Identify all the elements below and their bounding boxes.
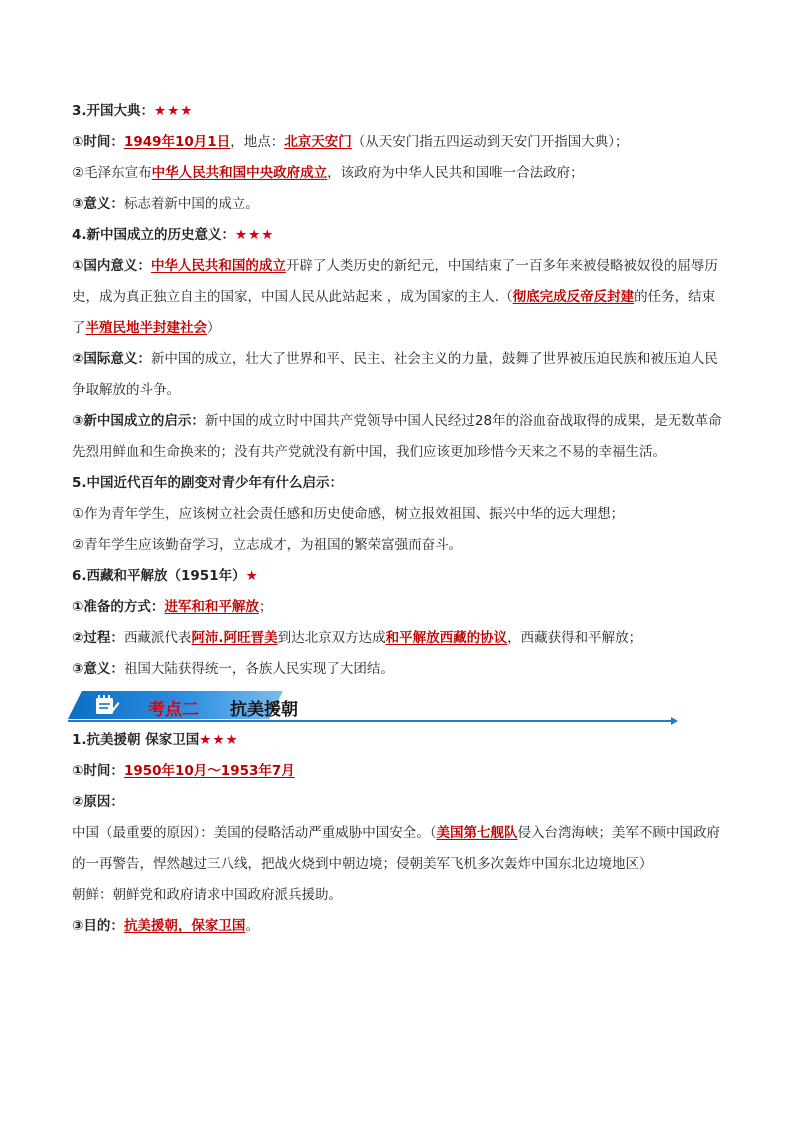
text: 新中国的成立，壮大了世界和平、民主、社会主义的力量，鼓舞了世界被压迫民族和被压迫人民争取解放的斗争。: [72, 351, 718, 398]
key-term: 中华人民共和国的成立: [150, 258, 286, 274]
heading-text: 6.西藏和平解放（1951年）: [72, 568, 246, 584]
founding-lesson-paragraph: [72, 406, 722, 468]
heading-text: 4.新中国成立的历史意义：: [72, 227, 236, 243]
section-label: 考点二: [148, 700, 199, 720]
text: 开辟了人类历史的新纪元，中国结束了一百多年来被侵略被奴役的屈辱历史，成为真正独立自主的国家，中国人民从此站起来 ，成为国家的主人.（: [72, 258, 718, 305]
korea-cause-china-paragraph: [72, 818, 722, 880]
text: （从天安门指五四运动到天安门开指国大典）；: [351, 134, 629, 150]
heading-youth-lesson: 5.中国近代百年的剧变对青少年有什么启示：: [72, 475, 344, 491]
heading-tibet-liberation: [72, 561, 732, 592]
importance-stars: ★: [245, 568, 259, 584]
ceremony-time-line: [72, 127, 732, 158]
importance-stars: ★★★: [199, 732, 239, 748]
text: 祖国大陆获得统一，各族人民实现了大团结。: [123, 661, 394, 677]
key-term: 和平解放西藏的协议: [385, 630, 508, 646]
heading-resist-us-aid-korea: [72, 725, 732, 756]
notebook-icon: [94, 694, 120, 716]
label: ①国内意义：: [72, 258, 151, 274]
domestic-significance-paragraph: [72, 251, 722, 344]
key-term: 1949年10月1日: [123, 134, 231, 150]
label: ①时间：: [72, 134, 124, 150]
key-term: 彻底完成反帝反封建: [512, 289, 635, 305]
heading-text: 1.抗美援朝 保家卫国: [72, 732, 200, 748]
text: ，地点：: [230, 134, 285, 150]
youth-lesson-line-2: ②青年学生应该勤奋学习，立志成才，为祖国的繁荣富强而奋斗。: [72, 537, 463, 553]
text: 的任务，结束了: [72, 289, 716, 336]
text: 西藏派代表: [123, 630, 192, 646]
korea-cause-korea-line: 朝鲜：朝鲜党和政府请求中国政府派兵援助。: [72, 887, 342, 903]
text: 侵入台湾海峡；美军不顾中国政府的一再警告，悍然越过三八线，把战火烧到中朝边境；侵朝美军飞机多次轰炸中国东北边境地区）: [72, 825, 720, 872]
text: 到达北京双方达成: [277, 630, 386, 646]
label: ①准备的方式：: [72, 599, 165, 615]
key-term: 北京天安门: [284, 134, 352, 150]
ceremony-meaning-line: [72, 189, 732, 220]
text: ，西藏获得和平解放；: [507, 630, 643, 646]
section-title: 抗美援朝: [230, 700, 298, 720]
section-underline: [68, 720, 673, 722]
text: ）: [207, 320, 221, 336]
label: ③意义：: [72, 661, 124, 677]
text: ；: [258, 599, 273, 615]
text: ②毛泽东宣布: [72, 165, 152, 181]
section-underline-arrow: [671, 717, 678, 725]
label: ③新中国成立的启示：: [72, 413, 205, 429]
text: ，该政府为中华人民共和国唯一合法政府；: [327, 165, 584, 181]
heading-historic-significance: [72, 220, 732, 251]
ceremony-announce-line: [72, 158, 732, 189]
heading-founding-ceremony: [72, 96, 732, 127]
key-term: 1950年10月～1953年7月: [123, 763, 295, 779]
tibet-meaning-line: [72, 654, 732, 685]
heading-text: 3.开国大典：: [72, 103, 155, 119]
key-term: 抗美援朝，保家卫国: [123, 918, 246, 934]
key-term: 阿沛.阿旺晋美: [191, 630, 278, 646]
text: 标志着新中国的成立。: [123, 196, 259, 212]
section-header-exam-point-2: [68, 687, 732, 723]
korea-time-line: [72, 756, 732, 787]
tibet-method-line: [72, 592, 732, 623]
label: ①时间：: [72, 763, 124, 779]
importance-stars: ★★★: [154, 103, 194, 119]
label: ②过程：: [72, 630, 124, 646]
korea-cause-label: ②原因：: [72, 794, 124, 810]
label: ③目的：: [72, 918, 124, 934]
text: 新中国的成立时中国共产党领导中国人民经过28年的浴血奋战取得的成果，是无数革命先烈用鲜血和生命换来的；没有共产党就没有新中国，我们应该更加珍惜今天来之不易的幸福生活。: [72, 413, 722, 460]
key-term: 美国第七舰队: [436, 825, 518, 841]
international-significance-paragraph: [72, 344, 722, 406]
youth-lesson-line-1: ①作为青年学生，应该树立社会责任感和历史使命感，树立报效祖国、振兴中华的远大理想；: [72, 506, 625, 522]
label: ②国际意义：: [72, 351, 151, 367]
key-term: 中华人民共和国中央政府成立: [151, 165, 328, 181]
tibet-process-line: [72, 623, 732, 654]
label: ③意义：: [72, 196, 124, 212]
korea-purpose-line: [72, 911, 732, 942]
document-page: [72, 96, 732, 942]
key-term: 进军和和平解放: [164, 599, 259, 615]
text: 中国（最重要的原因）：美国的侵略活动严重威胁中国安全。（: [72, 825, 437, 841]
importance-stars: ★★★: [235, 227, 275, 243]
key-term: 半殖民地半封建社会: [85, 320, 207, 336]
text: 。: [245, 918, 259, 934]
